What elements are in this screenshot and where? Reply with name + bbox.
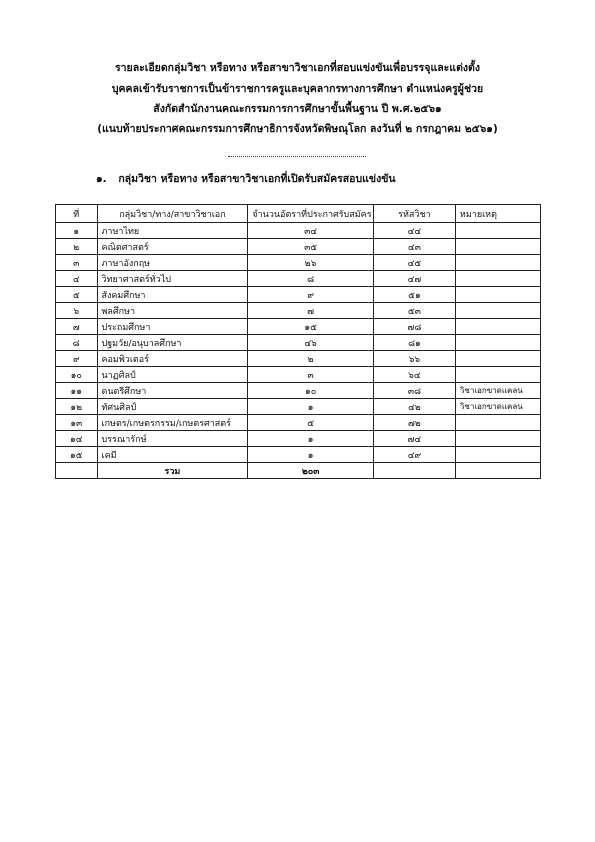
total-note-cell — [455, 463, 540, 479]
row-number: ๖ — [56, 303, 98, 319]
row-code: ๔๕ — [373, 255, 455, 271]
row-subject: พลศึกษา — [97, 303, 248, 319]
row-subject: ประถมศึกษา — [97, 319, 248, 335]
header-line-3: สังกัดสำนักงานคณะกรรมการการศึกษาขั้นพื้นฐาน ปี พ.ศ.๒๕๖๑ — [153, 103, 442, 115]
table-row — [56, 239, 541, 255]
section-heading — [96, 170, 396, 187]
table-row — [56, 351, 541, 367]
row-code: ๔๓ — [373, 239, 455, 255]
row-note — [455, 335, 540, 351]
row-code: ๗๔ — [373, 431, 455, 447]
total-code-cell — [373, 463, 455, 479]
row-number: ๑๐ — [56, 367, 98, 383]
row-subject: บรรณารักษ์ — [97, 431, 248, 447]
total-label: รวม — [97, 463, 248, 479]
row-note — [455, 239, 540, 255]
row-count: ๑ — [248, 431, 374, 447]
row-code: ๗๒ — [373, 415, 455, 431]
row-count: ๓ — [248, 367, 374, 383]
row-code: ๕๓ — [373, 303, 455, 319]
row-code: ๖๖ — [373, 351, 455, 367]
row-subject: ดนตรีศึกษา — [97, 383, 248, 399]
row-code: ๔๙ — [373, 447, 455, 463]
row-subject: ปฐมวัย/อนุบาลศึกษา — [97, 335, 248, 351]
table-row — [56, 415, 541, 431]
row-count: ๑ — [248, 447, 374, 463]
total-empty-cell — [56, 463, 98, 479]
row-count: ๘ — [248, 271, 374, 287]
row-number: ๒ — [56, 239, 98, 255]
row-count: ๔๖ — [248, 335, 374, 351]
row-subject: สังคมศึกษา — [97, 287, 248, 303]
row-count: ๓๕ — [248, 239, 374, 255]
table-row — [56, 271, 541, 287]
section-number: ๑. — [96, 173, 107, 185]
column-header-code: รหัสวิชา — [373, 205, 455, 223]
row-number: ๓ — [56, 255, 98, 271]
row-code: ๘๑ — [373, 335, 455, 351]
total-value: ๒๐๓ — [248, 463, 374, 479]
row-code: ๔๔ — [373, 223, 455, 239]
row-count: ๑๐ — [248, 383, 374, 399]
row-code: ๔๒ — [373, 399, 455, 415]
row-count: ๕ — [248, 415, 374, 431]
column-header-subject: กลุ่มวิชา/ทาง/สาขาวิชาเอก — [97, 205, 248, 223]
row-count: ๙ — [248, 287, 374, 303]
table-body — [56, 223, 541, 463]
table-row — [56, 303, 541, 319]
row-note — [455, 271, 540, 287]
dotted-divider — [228, 150, 366, 157]
row-note — [455, 415, 540, 431]
table-total-row — [56, 463, 541, 479]
row-subject: ภาษาไทย — [97, 223, 248, 239]
row-note — [455, 319, 540, 335]
row-number: ๑๔ — [56, 431, 98, 447]
column-header-note: หมายเหตุ — [455, 205, 540, 223]
row-note — [455, 255, 540, 271]
row-code: ๔๗ — [373, 271, 455, 287]
header-line-1: รายละเอียดกลุ่มวิชา หรือทาง หรือสาขาวิชาเอกที่สอบแข่งขันเพื่อบรรจุและแต่งตั้ง — [115, 62, 480, 74]
table-row — [56, 255, 541, 271]
table-row — [56, 319, 541, 335]
subjects-table — [55, 204, 541, 479]
row-number: ๔ — [56, 271, 98, 287]
row-number: ๕ — [56, 287, 98, 303]
row-note — [455, 303, 540, 319]
row-note — [455, 447, 540, 463]
row-code: ๖๔ — [373, 367, 455, 383]
row-note — [455, 287, 540, 303]
row-number: ๑๒ — [56, 399, 98, 415]
section-title: กลุ่มวิชา หรือทาง หรือสาขาวิชาเอกที่เปิดรับสมัครสอบแข่งขัน — [118, 173, 396, 185]
header-line-4: (แนบท้ายประกาศคณะกรรมการศึกษาธิการจังหวัดพิษณุโลก ลงวันที่ ๒ กรกฎาคม ๒๕๖๑) — [97, 123, 498, 135]
row-number: ๘ — [56, 335, 98, 351]
table-header-row — [56, 205, 541, 223]
table-row — [56, 287, 541, 303]
table-row — [56, 431, 541, 447]
row-note — [455, 223, 540, 239]
row-subject: ภาษาอังกฤษ — [97, 255, 248, 271]
row-code: ๓๘ — [373, 383, 455, 399]
row-subject: ทัศนศิลป์ — [97, 399, 248, 415]
row-number: ๑ — [56, 223, 98, 239]
table-row — [56, 399, 541, 415]
table-row — [56, 383, 541, 399]
row-code: ๕๑ — [373, 287, 455, 303]
row-code: ๗๘ — [373, 319, 455, 335]
row-number: ๑๓ — [56, 415, 98, 431]
row-subject: วิทยาศาสตร์ทั่วไป — [97, 271, 248, 287]
table-row — [56, 223, 541, 239]
table-row — [56, 367, 541, 383]
row-number: ๑๑ — [56, 383, 98, 399]
table-row — [56, 447, 541, 463]
row-count: ๑ — [248, 399, 374, 415]
row-note: วิชาเอกขาดแคลน — [455, 383, 540, 399]
row-count: ๑๕ — [248, 319, 374, 335]
row-note — [455, 351, 540, 367]
row-count: ๗ — [248, 303, 374, 319]
column-header-number: ที่ — [56, 205, 98, 223]
table-row — [56, 335, 541, 351]
row-subject: คอมพิวเตอร์ — [97, 351, 248, 367]
row-subject: คณิตศาสตร์ — [97, 239, 248, 255]
row-note — [455, 431, 540, 447]
row-note — [455, 367, 540, 383]
row-subject: เคมี — [97, 447, 248, 463]
row-number: ๗ — [56, 319, 98, 335]
row-number: ๙ — [56, 351, 98, 367]
row-note: วิชาเอกขาดแคลน — [455, 399, 540, 415]
row-number: ๑๕ — [56, 447, 98, 463]
row-count: ๒ — [248, 351, 374, 367]
row-subject: เกษตร/เกษตรกรรม/เกษตรศาสตร์ — [97, 415, 248, 431]
row-count: ๓๔ — [248, 223, 374, 239]
header-line-2: บุคคลเข้ารับราชการเป็นข้าราชการครูและบุคลากรทางการศึกษา ตำแหน่งครูผู้ช่วย — [111, 83, 484, 95]
column-header-count: จำนวนอัตราที่ประกาศรับสมัคร — [248, 205, 374, 223]
row-count: ๒๖ — [248, 255, 374, 271]
row-subject: นาฏศิลป์ — [97, 367, 248, 383]
